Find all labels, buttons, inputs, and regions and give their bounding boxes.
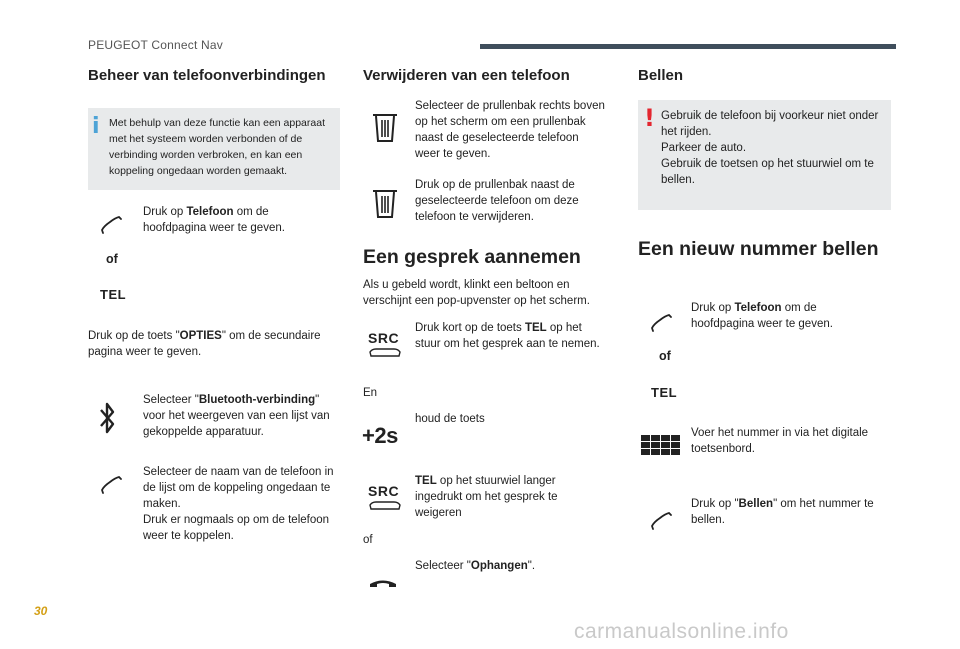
options-text: Druk op de toets "OPTIES" om de secundaire pagina weer te geven. xyxy=(88,330,321,358)
hold-key-text: houd de toets xyxy=(415,413,485,425)
page-number: 30 xyxy=(34,604,48,618)
section-heading-delete-phone: Verwijderen van een telefoon xyxy=(363,67,570,84)
info-note xyxy=(88,108,340,190)
hangup-text: Selecteer "Ophangen". xyxy=(415,560,536,572)
tel-key-label: TEL xyxy=(651,385,678,400)
trash-icon xyxy=(372,188,398,220)
section-heading-new-number: Een nieuw nummer bellen xyxy=(638,238,879,260)
or-label: of xyxy=(106,252,118,266)
warning-note xyxy=(638,100,891,210)
reject-call-text: TEL op het stuurwiel langer ingedrukt om het gesprek te weigeren xyxy=(415,475,558,519)
hold-2s-icon: +2s xyxy=(362,423,398,448)
section-heading-calling: Bellen xyxy=(638,67,684,84)
keypad-text: Voer het nummer in via het digitale toetsenbord. xyxy=(691,427,869,455)
steering-src-icon xyxy=(368,331,402,358)
header-bar xyxy=(480,44,896,49)
or-label: of xyxy=(363,534,373,546)
steering-src-icon xyxy=(368,484,402,511)
src-label: SRC xyxy=(368,483,400,499)
bluetooth-icon xyxy=(99,400,115,436)
info-note-text: Met behulp van deze functie kan een apparaat met het systeem worden verbonden of de verbinding worden verbroken, en kan een koppeling ongedaan worden gemaakt. xyxy=(109,117,325,177)
warning-icon: ! xyxy=(644,104,655,132)
phone-icon xyxy=(650,312,672,334)
and-label: En xyxy=(363,387,378,399)
trash-step1-text: Selecteer de prullenbak rechts boven op het scherm om een prullenbak naast de geselecteerde telefoon weer te geven. xyxy=(415,100,605,160)
phone-icon xyxy=(100,474,122,496)
trash-icon xyxy=(372,112,398,144)
section-heading-connections: Beheer van telefoonverbindingen xyxy=(88,67,326,84)
warning-text: Gebruik de telefoon bij voorkeur niet onder het rijden. Parkeer de auto. Gebruik de toetsen op het stuurwiel om te bellen. xyxy=(661,110,879,186)
or-label: of xyxy=(659,349,671,363)
new-call-phone-text: Druk op Telefoon om de hoofdpagina weer te geven. xyxy=(691,302,833,330)
src-label: SRC xyxy=(368,330,400,346)
unpair-text: Selecteer de naam van de telefoon in de lijst om de koppeling ongedaan te maken. Druk er nogmaals op om de telefoon weer te koppelen. xyxy=(143,466,334,542)
phone-icon xyxy=(100,214,122,236)
call-number-text: Druk op "Bellen" om het nummer te bellen. xyxy=(691,498,874,526)
trash-step2-text: Druk op de prullenbak naast de geselecteerde telefoon om deze telefoon te verwijderen. xyxy=(415,179,579,223)
info-icon: i xyxy=(92,114,100,139)
bluetooth-step-text: Selecteer "Bluetooth-verbinding" voor het weergeven van een lijst van gekoppelde apparatuur. xyxy=(143,394,330,438)
phone-icon xyxy=(650,510,672,532)
short-press-text: Druk kort op de toets TEL op het stuur om het gesprek aan te nemen. xyxy=(415,322,600,350)
keypad-icon xyxy=(641,435,681,461)
answer-intro-text: Als u gebeld wordt, klinkt een beltoon en verschijnt een pop-upvenster op het scherm. xyxy=(363,279,590,307)
step-phone-text: Druk op Telefoon om de hoofdpagina weer te geven. xyxy=(143,206,285,234)
tel-key-label: TEL xyxy=(100,287,127,302)
hangup-icon xyxy=(368,578,398,590)
running-header: PEUGEOT Connect Nav xyxy=(88,38,223,52)
section-heading-answer-call: Een gesprek aannemen xyxy=(363,246,581,268)
watermark: carmanualsonline.info xyxy=(574,620,789,643)
